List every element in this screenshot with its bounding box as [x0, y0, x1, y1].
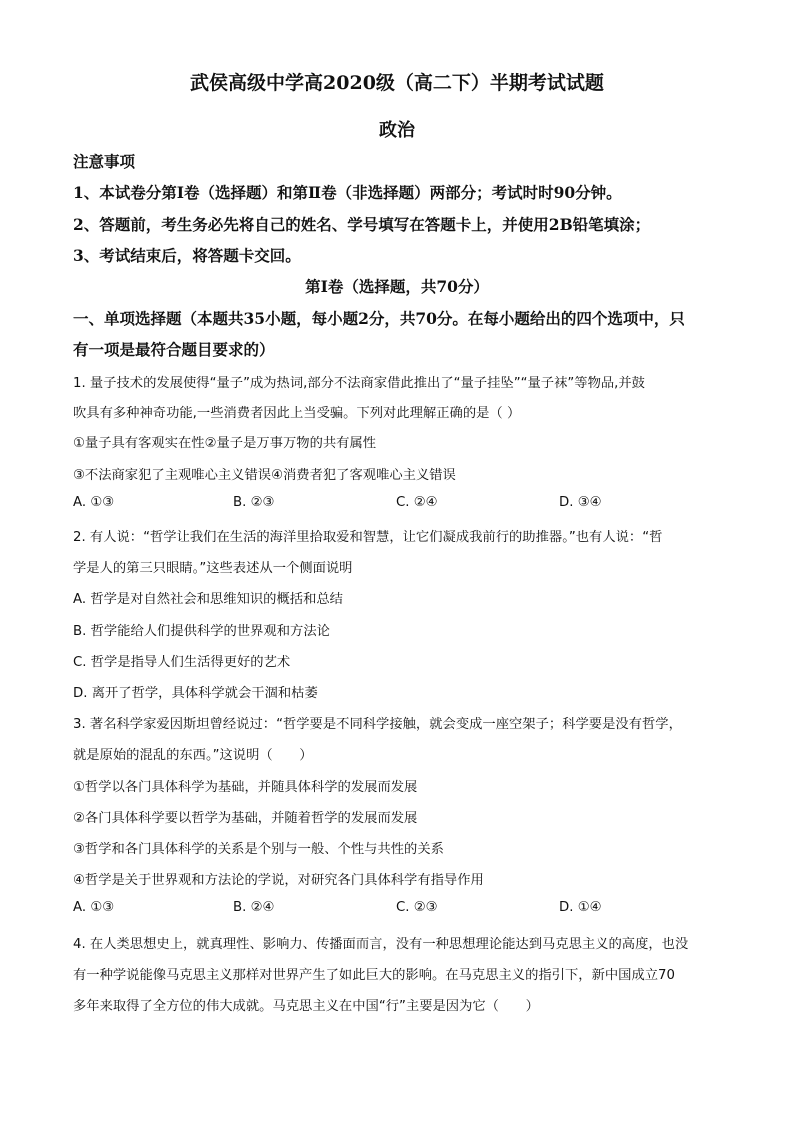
question-1-statement: ③不法商家犯了主观唯心主义错误④消费者犯了客观唯心主义错误 [73, 468, 456, 483]
page-title: 武侯高级中学高2020级（高二下）半期考试试题 [190, 72, 604, 94]
section-instruction: 一、单项选择题（本题共35小题，每小题2分，共70分。在每小题给出的四个选项中，只 [73, 309, 685, 328]
question-3-statement: ②各门具体科学要以哲学为基础，并随着哲学的发展而发展 [73, 811, 418, 826]
option-d[interactable]: D. ③④ [559, 495, 602, 510]
option-a[interactable]: A. ①③ [73, 900, 115, 915]
section-title: 第Ⅰ卷（选择题，共70分） [305, 277, 489, 296]
question-3-stem: 3. 著名科学家爱因斯坦曾经说过：“哲学要是不同科学接触，就会变成一座空架子；科学要是没有哲学， [73, 717, 682, 732]
option-b[interactable]: B. ②③ [233, 495, 275, 510]
question-3-stem: 就是原始的混乱的东西。”这说明（ ） [73, 748, 313, 763]
question-1-stem: 1. 量子技术的发展使得“量子”成为热词,部分不法商家借此推出了“量子挂坠”“量子袜”等物品,并鼓 [73, 376, 645, 391]
note-item: 2、答题前，考生务必先将自己的姓名、学号填写在答题卡上，并使用2B铅笔填涂； [73, 215, 651, 234]
option-b[interactable]: B. 哲学能给人们提供科学的世界观和方法论 [73, 624, 330, 639]
question-4-stem: 4. 在人类思想史上，就真理性、影响力、传播面而言，没有一种思想理论能达到马克思主义的高度，也没 [73, 937, 689, 952]
option-a[interactable]: A. ①③ [73, 495, 115, 510]
option-b[interactable]: B. ②④ [233, 900, 275, 915]
question-3-statement: ③哲学和各门具体科学的关系是个别与一般、个性与共性的关系 [73, 842, 444, 857]
question-2-stem: 2. 有人说：“哲学让我们在生活的海洋里拾取爱和智慧，让它们凝成我前行的助推器。”也有人说：“哲 [73, 530, 663, 545]
question-3-statement: ①哲学以各门具体科学为基础，并随具体科学的发展而发展 [73, 780, 418, 795]
option-c[interactable]: C. ②③ [396, 900, 438, 915]
note-item: 1、本试卷分第Ⅰ卷（选择题）和第Ⅱ卷（非选择题）两部分；考试时时90分钟。 [73, 183, 622, 202]
option-d[interactable]: D. 离开了哲学，具体科学就会干涸和枯萎 [73, 686, 318, 701]
question-1-stem: 吹具有多种神奇功能,一些消费者因此上当受骗。下列对此理解正确的是（ ） [73, 406, 521, 421]
question-1-statement: ①量子具有客观实在性②量子是万事万物的共有属性 [73, 436, 377, 451]
question-4-stem: 有一种学说能像马克思主义那样对世界产生了如此巨大的影响。在马克思主义的指引下，新中国成立70 [73, 968, 675, 983]
question-2-stem: 学是人的第三只眼睛。”这些表述从一个侧面说明 [73, 561, 353, 576]
note-item: 3、考试结束后，将答题卡交回。 [73, 246, 301, 265]
notes-heading: 注意事项 [73, 152, 136, 171]
option-c[interactable]: C. ②④ [396, 495, 438, 510]
section-instruction: 有一项是最符合题目要求的） [73, 340, 275, 359]
question-4-stem: 多年来取得了全方位的伟大成就。马克思主义在中国“行”主要是因为它（ ） [73, 999, 539, 1014]
option-d[interactable]: D. ①④ [559, 900, 602, 915]
subject-title: 政治 [379, 120, 415, 141]
option-c[interactable]: C. 哲学是指导人们生活得更好的艺术 [73, 655, 291, 670]
option-a[interactable]: A. 哲学是对自然社会和思维知识的概括和总结 [73, 592, 343, 607]
question-3-statement: ④哲学是关于世界观和方法论的学说，对研究各门具体科学有指导作用 [73, 873, 484, 888]
